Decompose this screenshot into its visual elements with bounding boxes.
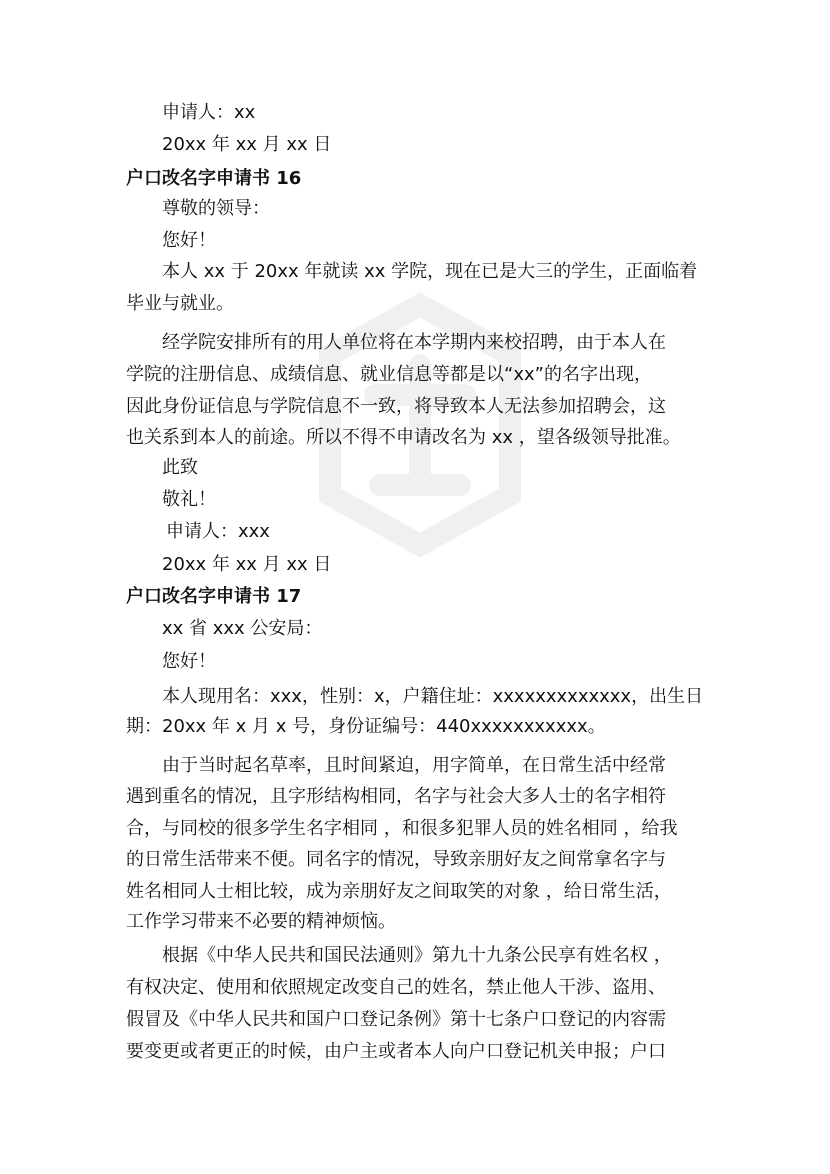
salutation-17: xx 省 xxx 公安局： [162,618,323,639]
closing-16-2: 敬礼！ [162,489,216,510]
section-heading-16: 户口改名字申请书 16 [126,168,302,189]
closing-16-1: 此致 [162,457,198,478]
date-16-line: 20xx 年 xx 月 xx 日 [162,134,332,155]
applicant-16b-line: 申请人：xxx [166,521,270,542]
body-line-16-4: 学院的注册信息、成绩信息、就业信息等都是以“xx”的名字出现， [126,364,652,385]
body-line-16-3: 经学院安排所有的用人单位将在本学期内来校招聘，由于本人在 [162,332,666,353]
body-line-17-6: 的日常生活带来不便。同名字的情况，导致亲朋好友之间常拿名字与 [126,849,666,870]
body-line-17-8: 工作学习带来不必要的精神烦恼。 [126,911,396,932]
body-line-17-11: 假冒及《中华人民共和国户口登记条例》第十七条户口登记的内容需 [126,1009,666,1030]
body-line-17-7: 姓名相同人士相比较，成为亲朋好友之间取笑的对象 ，给日常生活， [126,881,672,902]
section-heading-17: 户口改名字申请书 17 [126,586,302,607]
body-line-17-12: 要变更或者更正的时候，由户主或者本人向户口登记机关申报；户口 [126,1041,666,1062]
body-line-17-1: 本人现用名：xxx，性别：x，户籍住址：xxxxxxxxxxxxx，出生日 [162,686,704,707]
watermark-logo [275,280,565,570]
body-line-17-5: 合，与同校的很多学生名字相同 ，和很多犯罪人员的姓名相同 ，给我 [126,818,678,839]
salutation-16: 尊敬的领导： [162,198,270,219]
body-line-16-6: 也关系到本人的前途。所以不得不申请改名为 xx ，望各级领导批准。 [126,427,681,448]
greeting-17: 您好！ [162,651,216,672]
body-line-16-5: 因此身份证信息与学院信息不一致，将导致本人无法参加招聘会，这 [126,396,666,417]
body-line-16-2: 毕业与就业。 [126,293,234,314]
greeting-16: 您好！ [162,230,216,251]
body-line-17-10: 有权决定、使用和依照规定改变自己的姓名，禁止他人干涉、盗用、 [126,977,666,998]
applicant-16-line: 申请人：xx [162,102,256,123]
body-line-17-3: 由于当时起名草率，且时间紧迫，用字简单，在日常生活中经常 [162,755,666,776]
date-16b-line: 20xx 年 xx 月 xx 日 [162,554,332,575]
body-line-16-1: 本人 xx 于 20xx 年就读 xx 学院，现在已是大三的学生，正面临着 [162,261,698,282]
body-line-17-9: 根据《中华人民共和国民法通则》第九十九条公民享有姓名权 ， [162,945,672,966]
body-line-17-4: 遇到重名的情况，且字形结构相同，名字与社会大多人士的名字相符 [126,786,666,807]
body-line-17-2: 期：20xx 年 x 月 x 号，身份证编号：440xxxxxxxxxxx。 [126,716,606,737]
